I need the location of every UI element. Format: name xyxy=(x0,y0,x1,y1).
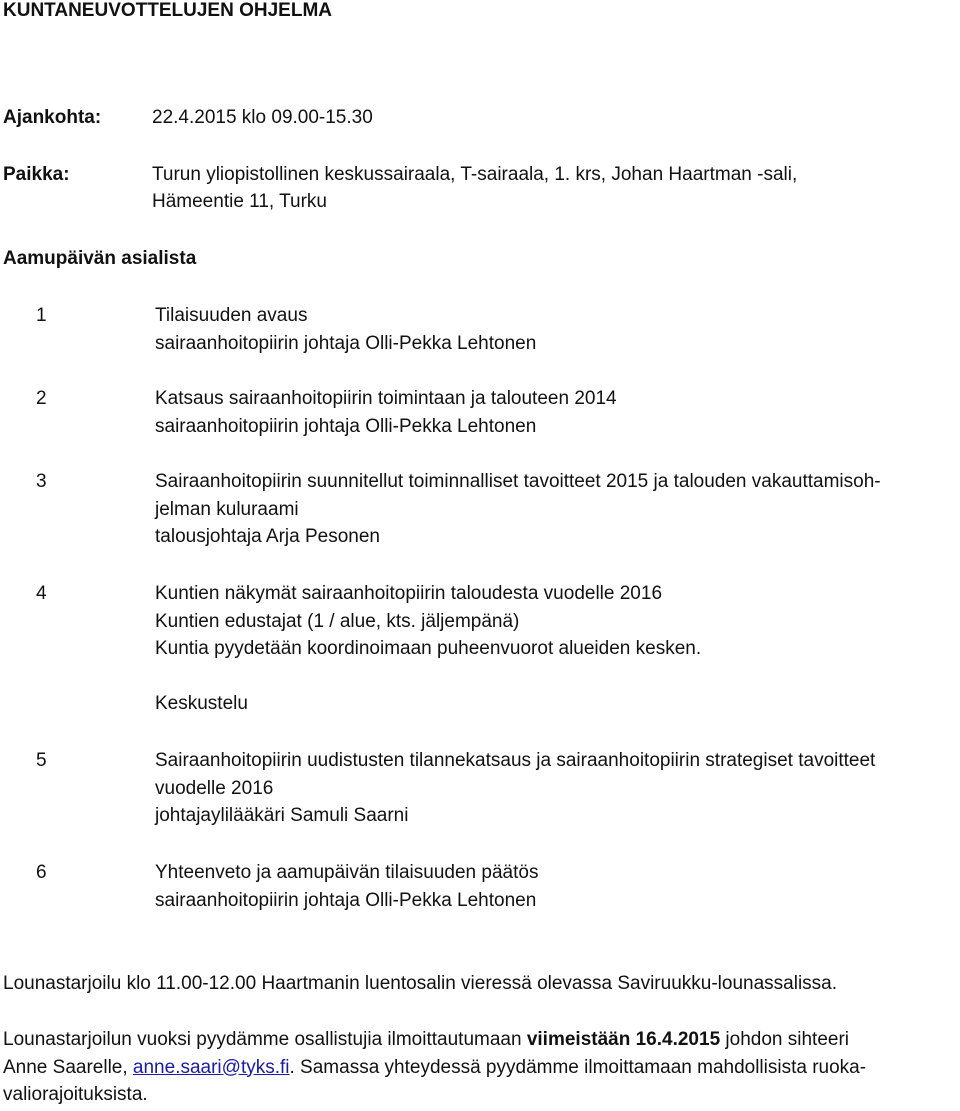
registration-line-2 xyxy=(3,1054,958,1082)
agenda-item-number: 2 xyxy=(36,388,47,409)
agenda-item-presenter: sairaanhoitopiirin johtaja Olli-Pekka Lehtonen xyxy=(155,332,537,354)
agenda-item-title: Kuntien näkymät sairaanhoitopiirin taloudesta vuodelle 2016 xyxy=(155,583,663,604)
agenda-item-presenter: johtajaylilääkäri Samuli Saarni xyxy=(155,805,409,826)
place-value xyxy=(152,161,952,215)
agenda-item-title: Yhteenveto ja aamupäivän tilaisuuden päätös xyxy=(155,862,539,883)
lunch-paragraph xyxy=(3,970,958,998)
agenda-item-number: 4 xyxy=(36,583,47,604)
agenda-heading: Aamupäivän asialista xyxy=(3,248,197,269)
registration-text-1b: johdon sihteeri xyxy=(720,1029,850,1050)
place-line-2: Hämeentie 11, Turku xyxy=(152,191,327,212)
agenda-item-presenter: talousjohtaja Arja Pesonen xyxy=(155,526,380,547)
agenda-item-number: 1 xyxy=(36,305,47,326)
registration-line-1 xyxy=(3,1026,958,1054)
agenda-item-discussion: Keskustelu xyxy=(155,692,248,714)
registration-deadline: viimeistään 16.4.2015 xyxy=(526,1029,721,1050)
agenda-item-body xyxy=(155,385,960,440)
agenda-item-presenter: sairaanhoitopiirin johtaja Olli-Pekka Lehtonen xyxy=(155,415,537,437)
place-label: Paikka: xyxy=(3,164,70,185)
agenda-item-note: Kuntia pyydetään koordinoimaan puheenvuorot alueiden kesken. xyxy=(155,638,702,659)
registration-line-3: valiorajoituksista. xyxy=(3,1084,148,1105)
agenda-item-number: 5 xyxy=(36,750,47,771)
agenda-item-presenter: sairaanhoitopiirin johtaja Olli-Pekka Lehtonen xyxy=(155,889,537,911)
agenda-item-body xyxy=(155,580,960,717)
agenda-item-body xyxy=(155,859,960,914)
agenda-item-body xyxy=(155,302,960,357)
registration-text-1a: Lounastarjoilun vuoksi pyydämme osallistujia ilmoittautumaan xyxy=(3,1029,527,1050)
agenda-item-presenter: Kuntien edustajat (1 / alue, kts. jäljempänä) xyxy=(155,610,520,632)
agenda-item-number: 3 xyxy=(36,471,47,492)
registration-text-2a: Anne Saarelle, xyxy=(3,1056,133,1078)
registration-paragraph xyxy=(3,1026,958,1109)
agenda-item-body xyxy=(155,747,960,830)
place-line-1: Turun yliopistollinen keskussairaala, T-sairaala, 1. krs, Johan Haartman -sali, xyxy=(152,164,798,185)
lunch-text: Lounastarjoilu klo 11.00-12.00 Haartmanin luentosalin vieressä olevassa Saviruukku-lounassalissa. xyxy=(3,973,838,994)
agenda-item-number: 6 xyxy=(36,862,47,883)
agenda-item-title-cont: jelman kuluraami xyxy=(155,498,299,520)
document-title: KUNTANEUVOTTELUJEN OHJELMA xyxy=(3,0,332,21)
agenda-item-title: Sairaanhoitopiirin uudistusten tilannekatsaus ja sairaanhoitopiirin strategiset tavoitteet xyxy=(155,750,876,771)
email-link[interactable]: anne.saari@tyks.fi xyxy=(132,1056,290,1078)
agenda-item-title: Tilaisuuden avaus xyxy=(155,305,308,326)
registration-text-2b: . Samassa yhteydessä pyydämme ilmoittamaan mahdollisista ruoka- xyxy=(289,1056,867,1078)
agenda-item-title-cont: vuodelle 2016 xyxy=(155,777,274,799)
agenda-item-title: Sairaanhoitopiirin suunnitellut toiminnalliset tavoitteet 2015 ja talouden vakauttamisoh- xyxy=(155,471,881,492)
agenda-item-title: Katsaus sairaanhoitopiirin toimintaan ja talouteen 2014 xyxy=(155,388,617,409)
time-label: Ajankohta: xyxy=(3,107,102,128)
agenda-item-body xyxy=(155,468,960,551)
time-value-text: 22.4.2015 klo 09.00-15.30 xyxy=(152,107,373,128)
time-value xyxy=(152,104,952,131)
